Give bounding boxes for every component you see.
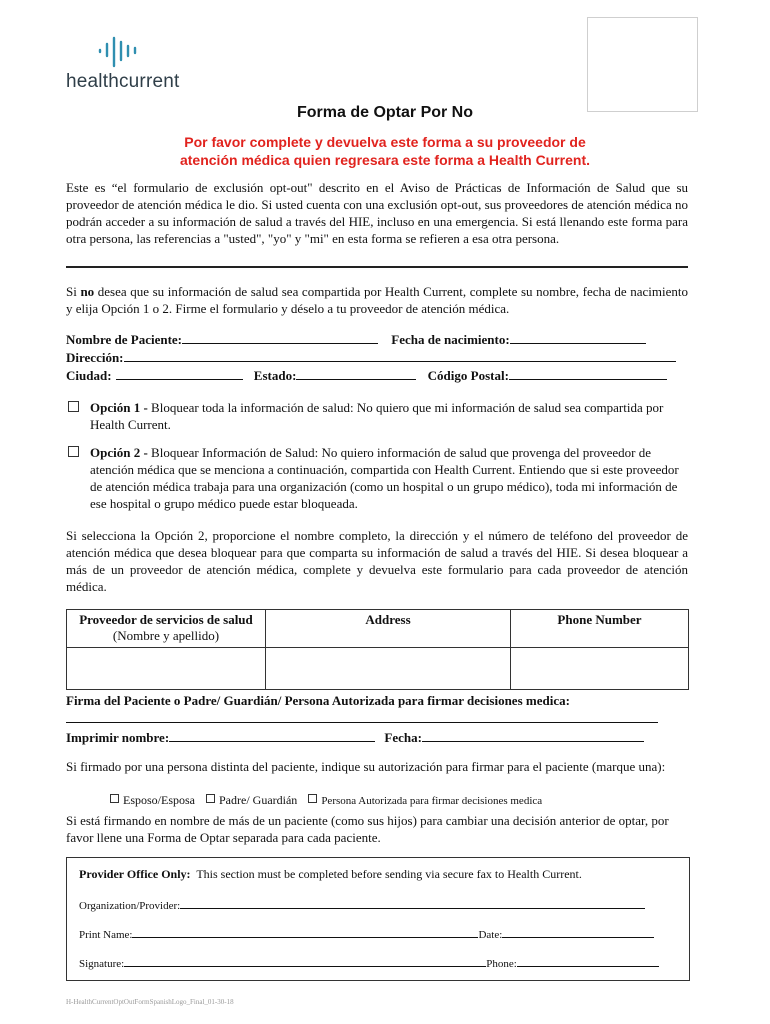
office-print-row <box>79 926 677 941</box>
instructions-bold: no <box>80 284 95 299</box>
dob-field[interactable] <box>510 330 646 344</box>
state-label: Estado: <box>253 368 297 383</box>
provider-office-section <box>66 857 690 981</box>
address-column-header: Address <box>266 610 511 648</box>
choice-parent-checkbox[interactable] <box>206 794 215 803</box>
intro-text: Este es “el formulario de exclusión opt-out" descrito en el Aviso de Prácticas de Información de Salud que su proveedor de atención médica le dio. Si usted cuenta con una exclusión opt-out, sus proveedores de atención médica no podrán acceder a su información de salud a través del HIE, incluso en una emergencia. Si está llenando este forma para otra persona, las referencias a "usted", "yo" y "mi" en esta forma se refieren a esa otra persona. <box>66 180 688 246</box>
office-org-label: Organization/Provider: <box>79 900 181 912</box>
multiple-patients-text: Si está firmando en nombre de más de un paciente (como sus hijos) para cambiar una decisión anterior de optar, por favor llene una Forma de Optar separada para cada paciente. <box>66 813 669 845</box>
choice-authorized[interactable] <box>308 793 542 807</box>
choice-spouse[interactable] <box>110 793 195 807</box>
subtitle-line-2: atención médica quien regresara este forma a Health Current. <box>179 152 591 168</box>
provider-header-line-1: Proveedor de servicios de salud <box>79 612 253 627</box>
zip-field[interactable] <box>509 366 667 380</box>
provider-address-cell[interactable] <box>266 648 511 690</box>
healthcurrent-logo-icon <box>98 36 142 70</box>
phone-column-header: Phone Number <box>511 610 689 648</box>
office-signature-field[interactable] <box>124 955 486 967</box>
patient-name-row <box>66 330 688 348</box>
address-field[interactable] <box>124 348 676 362</box>
multiple-patients-paragraph <box>66 812 688 846</box>
date-label: Fecha: <box>384 730 422 745</box>
city-field[interactable] <box>116 366 243 380</box>
city-row <box>66 366 688 384</box>
office-print-label: Print Name: <box>79 929 133 941</box>
option-2-label: Opción 2 - <box>90 445 148 460</box>
choice-parent[interactable] <box>206 793 297 807</box>
provider-column-header <box>67 610 266 648</box>
instructions-post: desea que su información de salud sea compartida por Health Current, complete su nombre, fecha de nacimiento y elija Opción 1 o 2. Firme el formulario y déselo a tu proveedor de atención médica. <box>66 284 688 316</box>
choice-spouse-label: Esposo/Esposa <box>123 793 195 807</box>
brand-logo-text: healthcurrent <box>66 71 180 92</box>
dob-label: Fecha de nacimiento: <box>391 332 510 347</box>
provider-name-cell[interactable] <box>67 648 266 690</box>
office-signature-label: Signature: <box>79 958 125 970</box>
state-field[interactable] <box>296 366 416 380</box>
date-field[interactable] <box>422 728 644 742</box>
office-signature-row <box>79 955 677 970</box>
instructions-pre: Si <box>66 284 81 299</box>
choice-authorized-checkbox[interactable] <box>308 794 317 803</box>
footer-filename: H-HealthCurrentOptOutFormSpanishLogo_Final_01-30-18 <box>66 998 234 1006</box>
blank-box <box>587 17 698 112</box>
office-org-row <box>79 897 677 912</box>
signature-field[interactable] <box>66 722 658 723</box>
office-date-field[interactable] <box>502 926 654 938</box>
office-heading-bold: Provider Office Only: <box>79 867 191 881</box>
option-1-checkbox[interactable] <box>68 401 79 412</box>
patient-name-label: Nombre de Paciente: <box>66 332 183 347</box>
signature-heading: Firma del Paciente o Padre/ Guardián/ Persona Autorizada para firmar decisiones medica: <box>66 693 570 708</box>
option-2-checkbox[interactable] <box>68 446 79 457</box>
address-row <box>66 348 688 366</box>
subtitle-line-1: Por favor complete y devuelva este forma a su proveedor de <box>184 134 586 150</box>
authority-paragraph <box>66 758 688 775</box>
patient-name-field[interactable] <box>182 330 378 344</box>
form-subtitle <box>0 133 770 169</box>
option-1-label: Opción 1 - <box>90 400 148 415</box>
office-heading <box>79 867 677 882</box>
option-1 <box>66 399 690 433</box>
divider <box>66 266 688 268</box>
provider-table <box>66 609 689 690</box>
choice-authorized-label: Persona Autorizada para firmar decisiones medica <box>321 795 543 807</box>
option-2-instructions-text: Si selecciona la Opción 2, proporcione el nombre completo, la dirección y el número de teléfono del proveedor de atención médica que desea bloquear para que comparta su información de salud a través del HIE. Si desea bloquear a más de un proveedor de atención médica, complete y devuelva este formulario para cada proveedor de atención médica. <box>66 528 688 594</box>
office-date-label: Date: <box>478 929 503 941</box>
choice-parent-label: Padre/ Guardián <box>219 793 298 807</box>
provider-table-header <box>67 610 689 648</box>
print-name-row <box>66 728 688 746</box>
authority-choices <box>110 793 550 808</box>
provider-header-line-2: (Nombre y apellido) <box>112 628 220 643</box>
office-phone-field[interactable] <box>517 955 659 967</box>
option-2 <box>66 444 690 512</box>
option-2-text: Bloquear Información de Salud: No quiero información de salud que provenga del proveedor de atención médica que se menciona a continuación, compartida con Health Current. Entiendo que si este proveedor de atención médica trabaja para una organización (como un hospital o un grupo médico), toda mi información de ese hospital o grupo médico puede estar bloqueada. <box>90 445 679 511</box>
address-label: Dirección: <box>66 350 124 365</box>
table-row <box>67 648 689 690</box>
choice-spouse-checkbox[interactable] <box>110 794 119 803</box>
zip-label: Código Postal: <box>427 368 509 383</box>
office-phone-label: Phone: <box>486 958 517 970</box>
provider-phone-cell[interactable] <box>511 648 689 690</box>
instructions-paragraph <box>66 283 688 317</box>
intro-paragraph <box>66 179 688 247</box>
print-name-field[interactable] <box>169 728 375 742</box>
print-name-label: Imprimir nombre: <box>66 730 170 745</box>
form-title: Forma de Optar Por No <box>296 104 474 121</box>
city-label: Ciudad: <box>66 368 112 383</box>
office-print-field[interactable] <box>132 926 478 938</box>
option-1-text: Bloquear toda la información de salud: No quiero que mi información de salud sea compartida por Health Current. <box>90 400 664 432</box>
option-2-instructions <box>66 527 688 595</box>
authority-text: Si firmado por una persona distinta del paciente, indique su autorización para firmar para el paciente (marque una): <box>66 759 666 774</box>
office-heading-text: This section must be completed before sending via secure fax to Health Current. <box>190 867 582 881</box>
office-org-field[interactable] <box>180 897 645 909</box>
